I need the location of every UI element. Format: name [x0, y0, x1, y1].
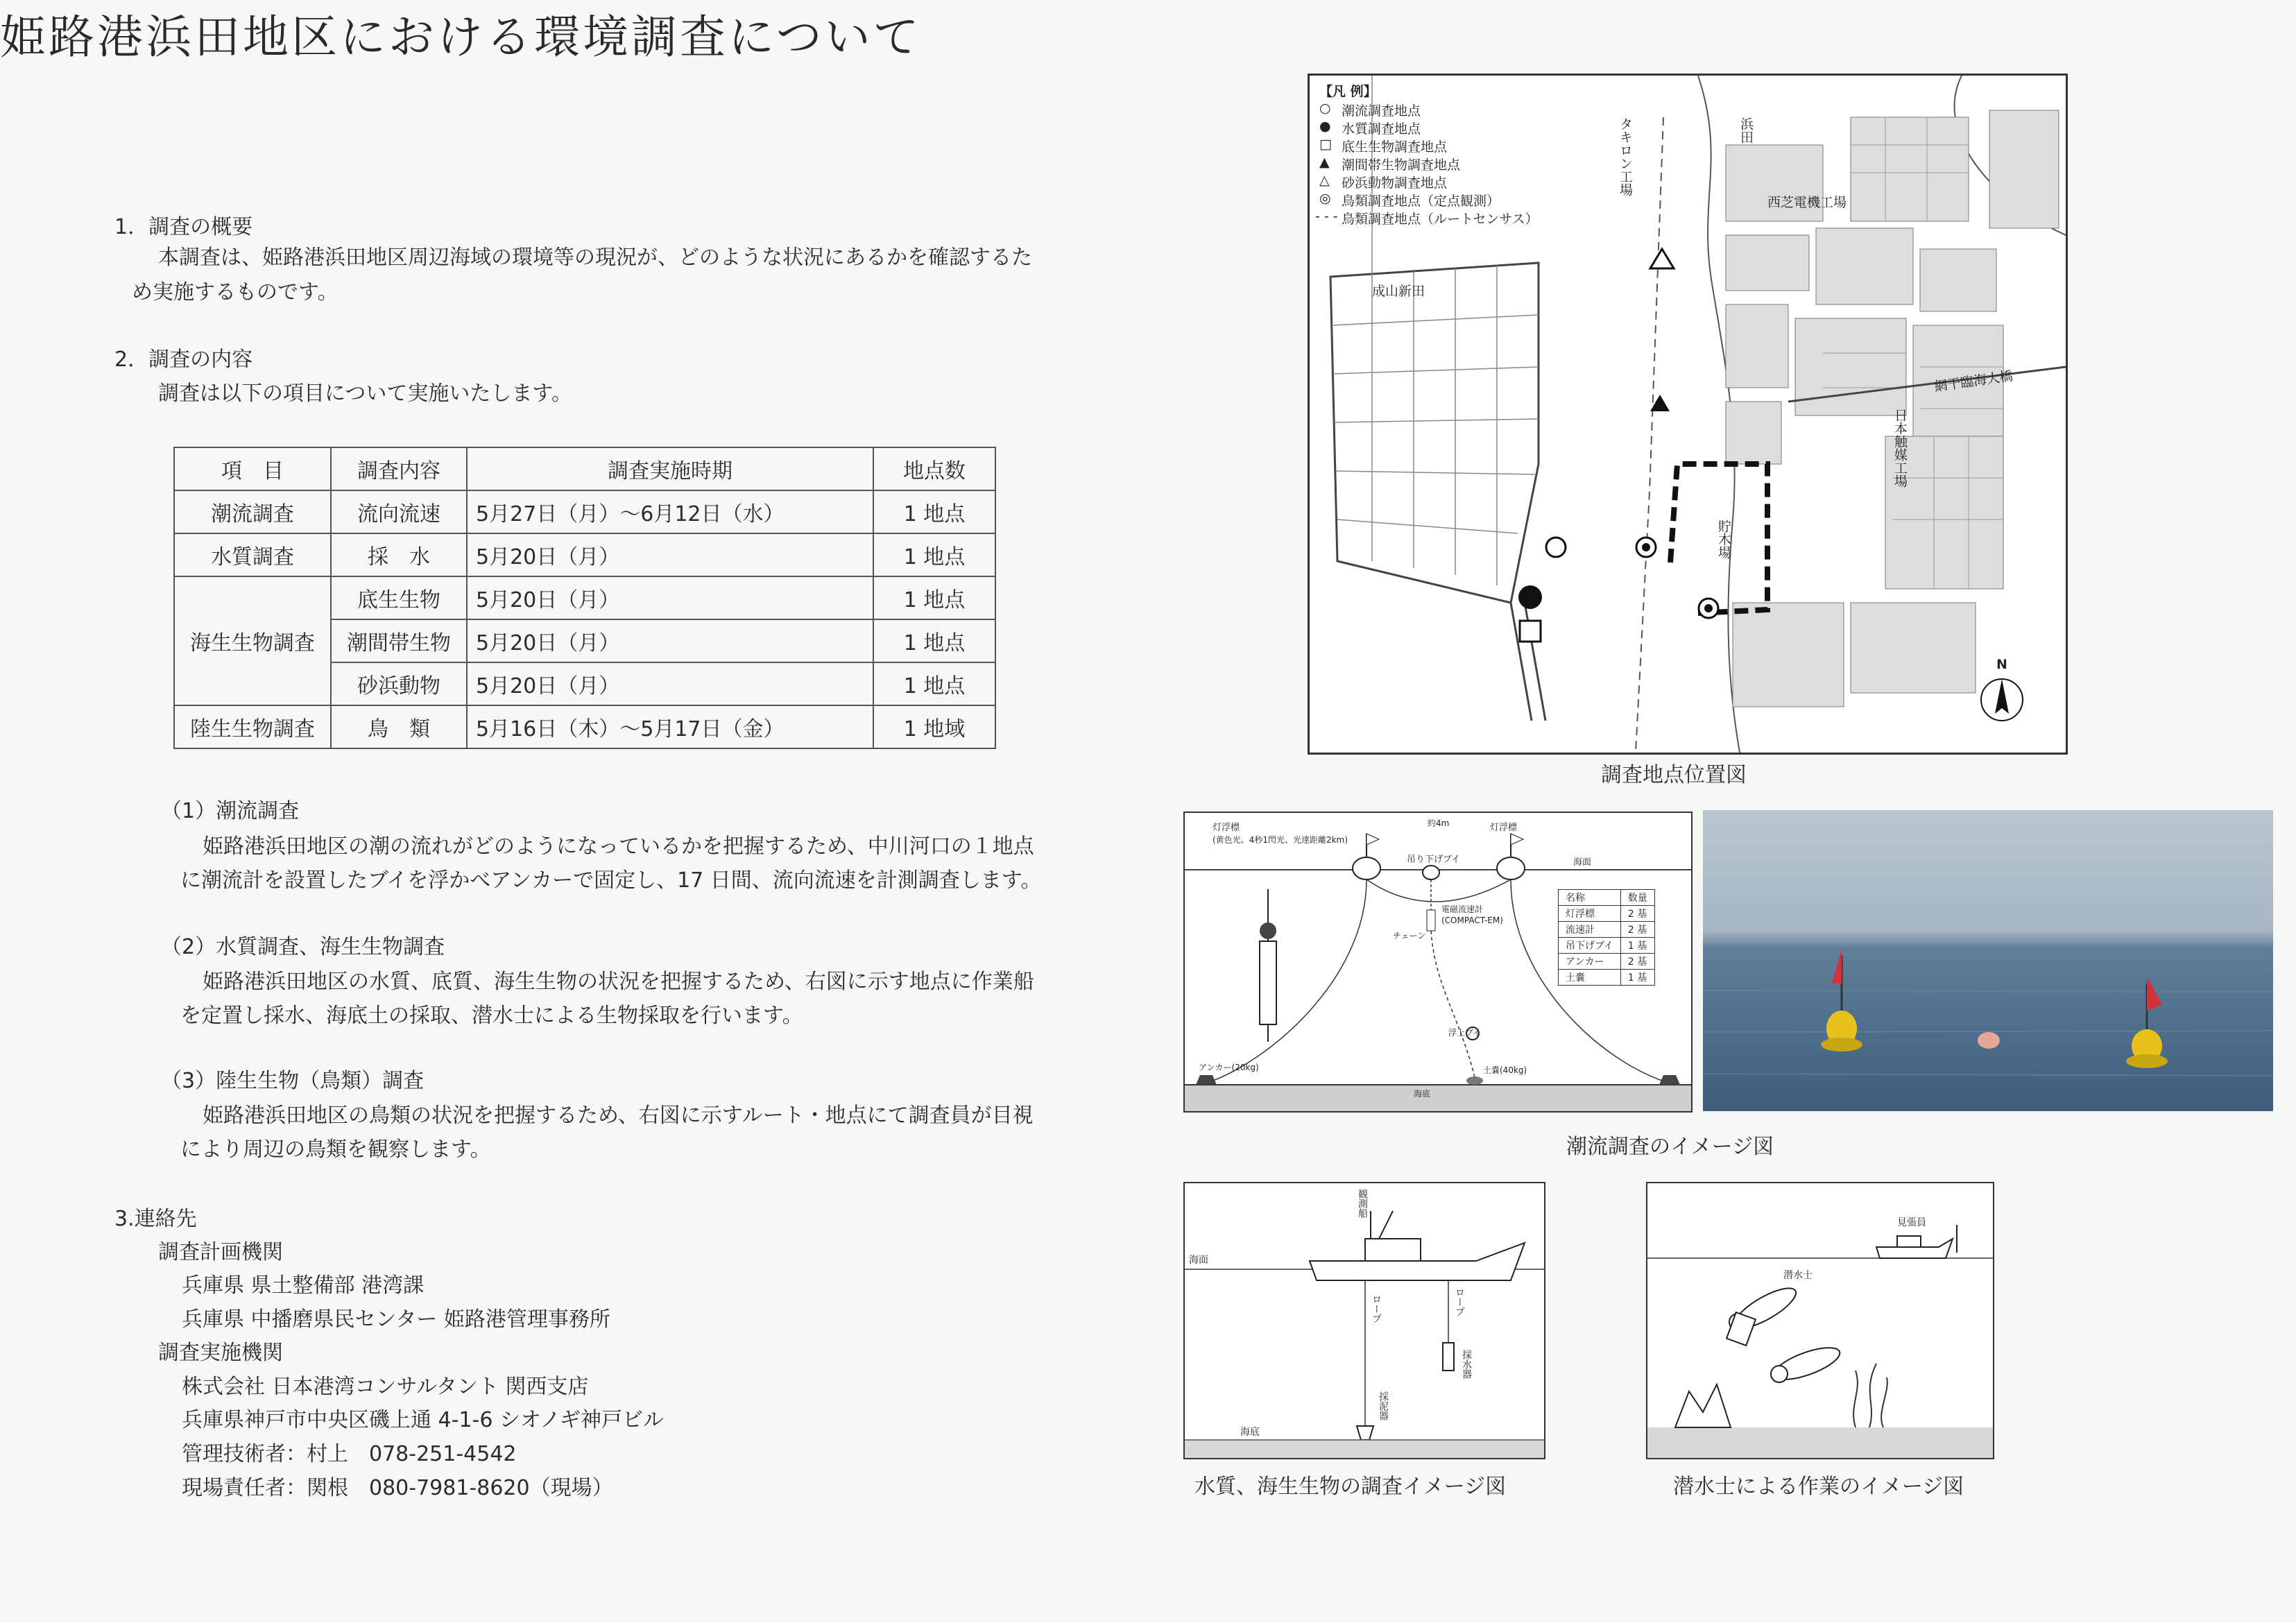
table-cell: 陸生生物調査 — [174, 705, 331, 748]
plan-label: 調査計画機関 — [158, 1240, 283, 1264]
table-cell: 1 地域 — [873, 705, 995, 748]
exec-company: 株式会社 日本港湾コンサルタント 関西支店 — [182, 1375, 589, 1399]
equipment-table — [1558, 889, 1655, 986]
table-cell: 1 地点 — [873, 619, 995, 662]
table-header: 地点数 — [873, 447, 995, 490]
label-lookout: 見張員 — [1897, 1217, 1926, 1228]
label-buoy-spec: (黄色光、4秒1閃光、光達距離2km) — [1213, 835, 1348, 845]
label-diver: 潜水士 — [1783, 1270, 1813, 1281]
equip-cell: アンカー — [1559, 954, 1621, 970]
equip-cell: 流速計 — [1559, 922, 1621, 938]
label-light-buoy-left: 灯浮標 — [1213, 823, 1240, 833]
diver-diagram — [1646, 1182, 1994, 1459]
label-grab-sampler: 採泥器 — [1378, 1391, 1389, 1420]
label-light-buoy-right: 灯浮標 — [1490, 823, 1518, 833]
legend-label-water: 水質調査地点 — [1342, 121, 1421, 137]
sub2-heading: （2）水質調査、海生生物調査 — [161, 935, 445, 959]
legend-title: 【凡 例】 — [1319, 84, 1377, 99]
map-label-chobokuba: 貯木場 — [1716, 519, 1731, 559]
page-title: 姫路港浜田地区における環境調査について — [0, 10, 922, 64]
table-cell: 潮間帯生物 — [331, 619, 467, 662]
label-rope2: ロープ — [1454, 1287, 1465, 1316]
section1-heading: 1．調査の概要 — [114, 215, 253, 239]
label-anchor: アンカー(20kg) — [1199, 1063, 1259, 1072]
label-sea-surface: 海面 — [1573, 857, 1592, 868]
label-current-meter: 電磁流速計 — [1441, 904, 1484, 914]
table-header: 調査内容 — [331, 447, 467, 490]
diver-caption: 潜水士による作業のイメージ図 — [1673, 1475, 1964, 1499]
table-cell: 水質調査 — [174, 533, 331, 576]
table-cell: 1 地点 — [873, 533, 995, 576]
label-chain: チェーン — [1393, 931, 1426, 941]
tidal-point-marker — [1546, 538, 1566, 557]
legend-symbol-benthos: □ — [1319, 137, 1332, 152]
schedule-table — [173, 447, 996, 749]
legend-label-intertidal: 潮間帯生物調査地点 — [1342, 157, 1461, 173]
section3-heading: 3.連絡先 — [114, 1207, 197, 1231]
label-span: 約4m — [1428, 818, 1450, 828]
section2-intro: 調査は以下の項目について実施いたします。 — [158, 381, 572, 406]
plan-org2: 兵庫県 中播磨県民センター 姫路港管理事務所 — [182, 1307, 610, 1332]
float-icon — [1978, 1032, 2000, 1049]
buoy-left-icon — [1821, 949, 1862, 1051]
map-label-hamada: 浜田 — [1738, 117, 1754, 144]
table-cell: 潮流調査 — [174, 490, 331, 533]
table-row — [174, 705, 995, 748]
sand-beach-point-marker — [1650, 249, 1674, 268]
label-sea-surface: 海面 — [1189, 1255, 1208, 1266]
sub3-line2: により周辺の鳥類を観察します。 — [180, 1137, 491, 1162]
legend-label-bird-route: 鳥類調査地点（ルートセンサス） — [1342, 212, 1539, 227]
table-cell: 1 地点 — [873, 662, 995, 705]
survey-location-map — [1308, 74, 2068, 755]
buoy-photo — [1703, 810, 2273, 1111]
table-header-row — [174, 447, 995, 490]
label-meter-model: (COMPACT-EM) — [1441, 916, 1503, 925]
table-cell: 底生生物 — [331, 576, 467, 619]
exec-address: 兵庫県神戸市中央区磯上通 4-1-6 シオノギ神戸ビル — [182, 1408, 664, 1432]
label-rope1: ロープ — [1371, 1294, 1382, 1323]
water-quality-diagram — [1183, 1182, 1545, 1459]
section1-line1: 本調査は、姫路港浜田地区周辺海域の環境等の現況が、どのような状況にあるかを確認するた — [158, 246, 1032, 270]
buoy-right-icon — [2126, 977, 2168, 1068]
section2-heading: 2．調査の内容 — [114, 347, 253, 372]
map-label-takiron: タキロン工場 — [1618, 117, 1633, 196]
legend-symbol-sand: △ — [1319, 173, 1330, 188]
legend-symbol-intertidal: ▲ — [1319, 155, 1330, 170]
plan-org1: 兵庫県 県土整備部 港湾課 — [182, 1273, 425, 1298]
diver-icon — [1727, 1281, 1843, 1386]
table-cell: 流向流速 — [331, 490, 467, 533]
table-cell: 5月20日（月） — [467, 533, 873, 576]
equip-cell: 吊下げブイ — [1559, 938, 1621, 954]
legend-symbol-bird-fixed: ◎ — [1319, 191, 1331, 206]
equip-cell: 1 基 — [1620, 938, 1654, 954]
table-row — [174, 490, 995, 533]
table-header: 調査実施時期 — [467, 447, 873, 490]
table-cell: 1 地点 — [873, 576, 995, 619]
map-label-kanpa: 日本触媒工場 — [1892, 409, 1908, 488]
table-row — [174, 533, 995, 576]
tidal-survey-diagram — [1183, 812, 1693, 1113]
table-cell: 鳥 類 — [331, 705, 467, 748]
label-obs-boat: 観測船 — [1357, 1189, 1368, 1218]
map-label-shinden: 成山新田 — [1372, 284, 1425, 299]
seaweed-icon — [1853, 1364, 1887, 1427]
sub1-heading: （1）潮流調査 — [161, 799, 300, 823]
label-seabed: 海底 — [1414, 1089, 1431, 1099]
exec-site-lead: 現場責任者：関根 080-7981-8620（現場） — [182, 1476, 613, 1500]
legend-label-sand: 砂浜動物調査地点 — [1342, 175, 1448, 191]
sub2-line2: を定置し採水、海底土の採取、潜水士による生物採取を行います。 — [180, 1004, 803, 1028]
map-caption: 調査地点位置図 — [1601, 763, 1747, 787]
table-cell: 5月20日（月） — [467, 576, 873, 619]
table-cell: 砂浜動物 — [331, 662, 467, 705]
legend-label-benthos: 底生生物調査地点 — [1342, 139, 1448, 155]
label-hang-buoy: 吊り下げブイ — [1407, 855, 1460, 865]
label-float-buoy: 浮上ブイ — [1448, 1028, 1481, 1038]
equip-cell: 2 基 — [1620, 906, 1654, 922]
table-cell: 5月16日（木）～5月17日（金） — [467, 705, 873, 748]
table-cell: 5月27日（月）～6月12日（水） — [467, 490, 873, 533]
legend-symbol-tidal: ○ — [1319, 101, 1331, 116]
equip-header: 数量 — [1620, 890, 1654, 906]
label-water-sampler: 採水器 — [1461, 1350, 1472, 1379]
table-cell: 5月20日（月） — [467, 619, 873, 662]
block-icon — [1675, 1384, 1731, 1427]
legend-label-tidal: 潮流調査地点 — [1342, 103, 1421, 119]
exec-label: 調査実施機関 — [158, 1341, 283, 1365]
table-cell: 5月20日（月） — [467, 662, 873, 705]
map-label-bridge: 網干臨海大橋 — [1933, 368, 2014, 395]
exec-manager: 管理技術者：村上 078-251-4542 — [182, 1442, 517, 1466]
equip-cell: 2 基 — [1620, 922, 1654, 938]
benthos-point-marker — [1520, 621, 1541, 642]
table-row — [174, 576, 995, 619]
legend-label-bird-fixed: 鳥類調査地点（定点観測） — [1342, 194, 1500, 209]
water-caption: 水質、海生生物の調査イメージ図 — [1194, 1475, 1507, 1499]
equip-header: 名称 — [1559, 890, 1621, 906]
equip-cell: 1 基 — [1620, 970, 1654, 986]
sub3-heading: （3）陸生生物（鳥類）調査 — [161, 1069, 425, 1093]
sub1-line1: 姫路港浜田地区の潮の流れがどのようになっているかを把握するため、中川河口の１地点 — [203, 834, 1034, 859]
water-quality-point-marker — [1518, 585, 1542, 609]
label-seabed: 海底 — [1240, 1427, 1260, 1438]
map-label-north: N — [1996, 657, 2007, 672]
sub3-line1: 姫路港浜田地区の鳥類の状況を把握するため、右図に示すルート・地点にて調査員が目視 — [203, 1104, 1034, 1128]
sub1-line2: に潮流計を設置したブイを浮かべアンカーで固定し、17 日間、流向流速を計測調査します。 — [180, 868, 1042, 893]
sub2-line1: 姫路港浜田地区の水質、底質、海生生物の状況を把握するため、右図に示す地点に作業船 — [203, 970, 1034, 994]
legend-symbol-water: ● — [1319, 119, 1331, 134]
equip-cell: 2 基 — [1620, 954, 1654, 970]
table-header: 項 目 — [174, 447, 331, 490]
equip-cell: 土嚢 — [1559, 970, 1621, 986]
table-cell: 採 水 — [331, 533, 467, 576]
label-sandbag: 土嚢(40kg) — [1483, 1065, 1527, 1075]
equip-cell: 灯浮標 — [1559, 906, 1621, 922]
legend-symbol-bird-route: - - - — [1315, 209, 1338, 224]
section1-line2: め実施するものです。 — [132, 280, 339, 304]
table-cell: 海生生物調査 — [174, 576, 331, 705]
table-cell: 1 地点 — [873, 490, 995, 533]
tidal-caption: 潮流調査のイメージ図 — [1566, 1135, 1774, 1159]
map-label-toshiba: 西芝電機工場 — [1767, 195, 1847, 210]
